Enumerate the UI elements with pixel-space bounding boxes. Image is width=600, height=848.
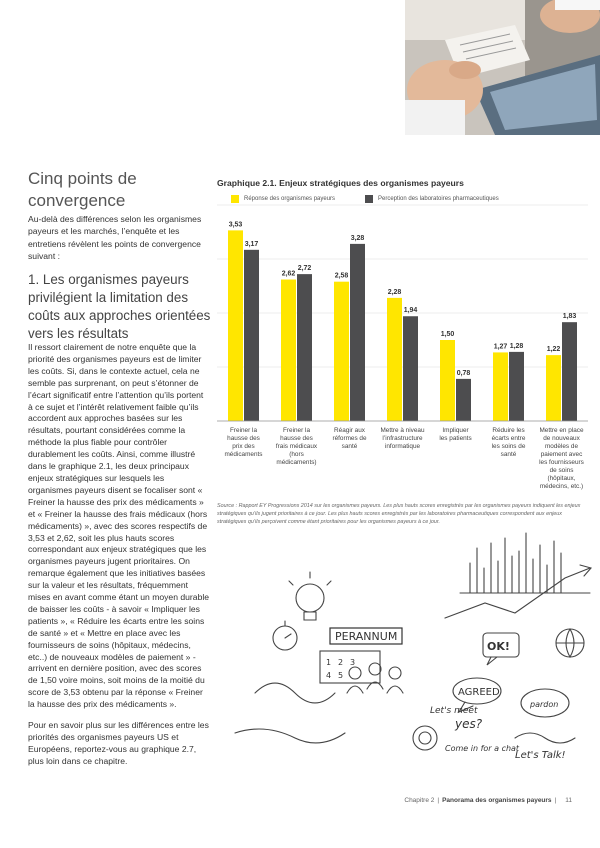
- bar-value-label: 2,58: [334, 272, 349, 280]
- bar-value-label: 0,78: [456, 369, 471, 377]
- footer-chapter: Chapitre 2: [404, 797, 435, 804]
- category-label: Réduire les écarts entre les soins de santé: [491, 427, 526, 458]
- bar-pharma: [456, 379, 471, 421]
- subheading: 1. Les organismes payeurs privilégient la limitation des coûts aux approches orientées vers les résultats: [28, 272, 211, 341]
- body-paragraph: Pour en savoir plus sur les différences entre les priorités des organismes payeurs US et Européens, reportez-vous au graphique 2.7, plus loin dans ce chapitre.: [28, 720, 209, 766]
- bar-payers: [440, 340, 455, 421]
- bar-value-label: 2,28: [387, 288, 402, 296]
- category-label: Freiner la hausse des frais médicaux (hors médicaments): [275, 427, 318, 466]
- bar-value-label: 1,27: [493, 343, 508, 351]
- bar-payers: [334, 282, 349, 421]
- sketch-word-lets-talk: Let's Talk!: [515, 750, 566, 761]
- bar-pharma: [297, 274, 312, 421]
- keypad-key: 2: [338, 658, 344, 667]
- bar-payers: [281, 280, 296, 421]
- sketch-word-ok: OK!: [487, 640, 510, 653]
- bar-pharma: [244, 250, 259, 421]
- keypad-key: 5: [338, 671, 344, 680]
- sketch-word-yes: yes?: [455, 717, 483, 731]
- page-footer: Chapitre 2 | Panorama des organismes payeurs | 11: [404, 797, 572, 804]
- sketch-word-lets-meet: Let's meet: [430, 706, 478, 716]
- section-title: Cinq points de convergence: [28, 169, 137, 210]
- page-number: 11: [565, 797, 572, 804]
- intro-paragraph: Au-delà des différences selon les organismes payeurs et les marchés, l’enquête et les entretiens révèlent les points de convergence suivant :: [28, 214, 202, 261]
- bar-payers: [493, 352, 508, 421]
- bar-pharma: [562, 322, 577, 421]
- bar-value-label: 3,28: [350, 234, 365, 242]
- category-label: Réagir aux réformes de santé: [332, 427, 367, 450]
- category-label: Mettre en place de nouveaux modèles de paiement avec les fournisseurs de soins (hôpitaux, médecins, etc.): [539, 427, 584, 490]
- bar-pharma: [403, 316, 418, 421]
- bar-pharma: [509, 352, 524, 421]
- legend-label-payers: Réponse des organismes payeurs: [244, 196, 336, 202]
- bar-payers: [387, 298, 402, 421]
- bar-pharma: [350, 244, 365, 421]
- sketch-word-pardon: pardon: [530, 700, 559, 709]
- footer-title: Panorama des organismes payeurs: [442, 797, 552, 804]
- keypad-key: 1: [326, 658, 332, 667]
- bar-value-label: 1,50: [440, 331, 455, 338]
- sketch-word-perannum: PERANNUM: [335, 630, 398, 643]
- bar-value-label: 3,53: [228, 221, 243, 229]
- keypad-key: 3: [350, 658, 356, 667]
- keypad-key: 4: [326, 671, 332, 680]
- bar-payers: [546, 355, 561, 421]
- bar-value-label: 1,83: [562, 313, 577, 321]
- sketch-word-come-in: Come in for a chat: [445, 744, 520, 753]
- bar-value-label: 2,62: [281, 270, 296, 278]
- chart-title: Graphique 2.1. Enjeux stratégiques des organismes payeurs: [217, 178, 464, 188]
- category-label: Mettre à niveau l’infrastructure informatique: [380, 427, 425, 450]
- business-doodle-sketch: [215, 523, 600, 773]
- bar-value-label: 2,72: [297, 265, 312, 273]
- legend-label-pharma: Perception des laboratoires pharmaceutiques: [378, 196, 499, 202]
- bar-payers: [228, 230, 243, 421]
- bar-value-label: 3,17: [244, 240, 259, 248]
- sketch-word-agreed: AGREED: [458, 687, 500, 698]
- category-label: Freiner la hausse des prix des médicaments: [224, 427, 263, 458]
- bar-value-label: 1,28: [509, 342, 524, 350]
- bar-value-label: 1,94: [403, 307, 418, 315]
- category-label: Impliquer les patients: [439, 427, 472, 442]
- bar-value-label: 1,22: [546, 346, 561, 354]
- chart-source-note: Source : Rapport EY Progressions 2014 sur les organismes payeurs. Les plus hauts scores enregistrés par les organismes payeurs indiquent les enjeux stratégiques qu’ils jugent prioritaires à ce jour. Les plus hauts scores enregistrés par les laboratoires pharmaceutiques correspondent aux enjeux stratégiques qu’ils perçoivent comme étant prioritaires pour les organismes payeurs à ce jour.: [217, 503, 581, 525]
- body-paragraph: Il ressort clairement de notre enquête que la priorité des organismes payeurs est de limiter les coûts. Si, dans le contexte actuel, cela ne semble pas surprenant, on peut s’étonner de l’écart significatif entre l’attention qu’ils portent à ce sujet et l’intérêt relativement faible qu’ils accordent aux approches basées sur les résultats, pourtant considérées comme la méthode la plus fiable pour contrôler durablement les coûts. Ainsi, comme illustré dans le graphique 2.1, les deux principaux enjeux stratégiques sur lesquels les organismes payeurs disent se focaliser sont « Freiner la hausse des prix des médicaments » et « Freiner la hausse des frais médicaux (hors médicaments) », avec des scores respectifs de 3,53 et 2,62, soit les plus hauts scores correspondant aux enjeux stratégiques que les organismes payeurs jugent prioritaires. On remarque également que les initiatives basées sur la valeur et les résultats, fréquemment mises en avant comme étant un moyen durable de baisser les coûts - à savoir « Impliquer les patients », « Réduire les écarts entre les soins de santé » et « Mettre en place avec les fournisseurs de soins (hôpitaux, médecins, etc..) de nouveaux modèles de paiement » - arrivent en dernière position, avec des scores de 1,50 voire moins, soit moins de la moitié du score de 3,53 obtenu par la réponse « Freiner la hausse des prix des médicaments ».: [28, 342, 210, 710]
